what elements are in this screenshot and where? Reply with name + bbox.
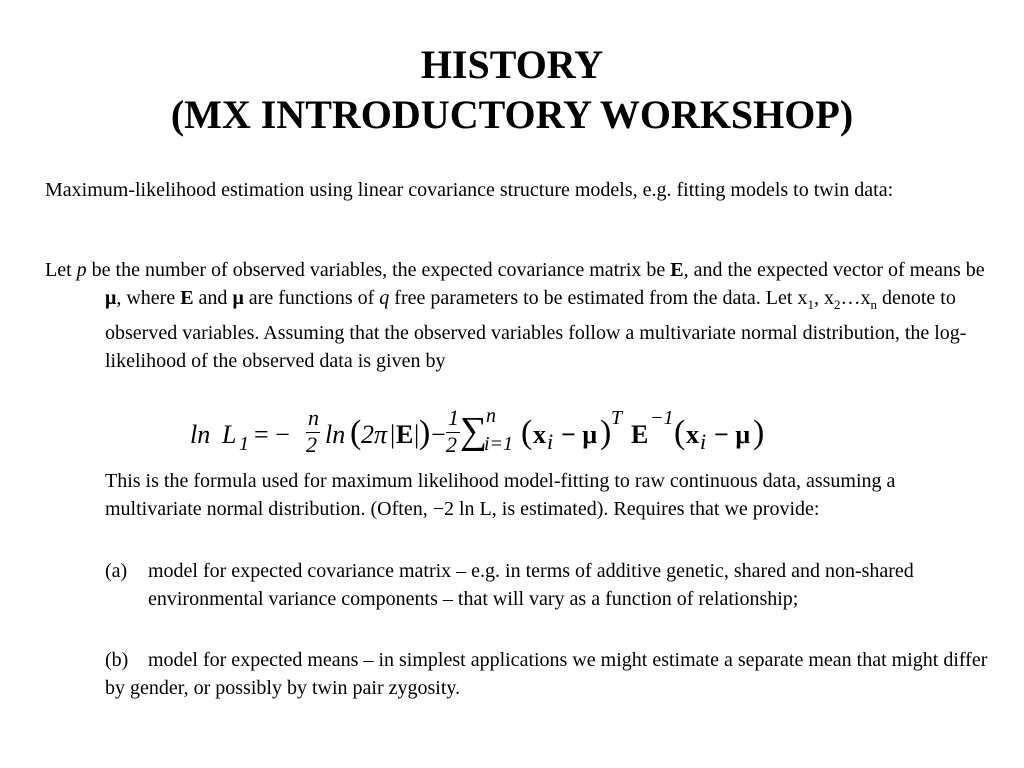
let-paragraph: Let p be the number of observed variables, the expected covariance matrix be E, and the expected vector of means be μ, where E and μ are functions of q free parameters to be estimated from the data. Let $x_1$, $x_2\dots x_n$ denote to observed variables. Assuming that the observed variables follow a multivariate normal distribution, the log-likelihood of the observed data is given by [45,259,985,372]
intro-paragraph: Maximum-likelihood estimation using linear covariance structure models, e.g. fitting models to twin data: [45,179,894,201]
list-item-a: (a) model for expected covariance matrix – e.g. in terms of additive genetic, shared and non-shared environmental variance components – that will vary as a function of relationship; [105,560,914,610]
log-likelihood-formula: ln L 1 = − n 2 ln ( 2π | E | ) − 1 2 ∑ n i=1 ( x i − μ ) T E −1 ( x i − μ ) [190,405,765,457]
formula-description: This is the formula used for maximum likelihood model-fitting to raw continuous data, assuming a multivariate normal distribution. (Often, −2 ln L, is estimated). Requires that we provide: [105,470,896,520]
title-line-1: HISTORY [420,42,604,87]
list-item-b: (b) model for expected means – in simplest applications we might estimate a separate mean that might differ by gender, or possibly by twin pair zygosity. [105,649,988,699]
title-line-2: (MX INTRODUCTORY WORKSHOP) [170,92,854,137]
slide-title [0,40,1024,140]
